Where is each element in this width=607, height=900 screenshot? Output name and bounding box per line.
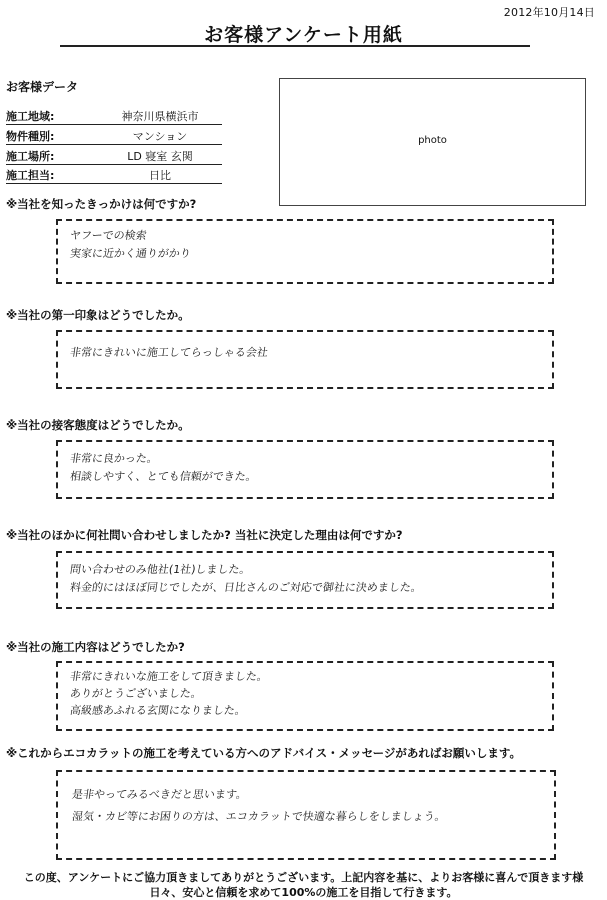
question-1: ※当社を知ったきっかけは何ですか? (6, 197, 197, 211)
answer-line: 料金的にはほぼ同じでしたが、日比さんのご対応で御社に決めました。 (69, 581, 423, 594)
customer-data-heading: お客様データ (6, 80, 79, 94)
answer-line: 非常にきれいな施工をして頂きました。 (69, 670, 269, 683)
field-label: 物件種別: (6, 130, 55, 143)
question-2: ※当社の第一印象はどうでしたか。 (6, 308, 190, 322)
field-label: 施工場所: (6, 150, 55, 163)
answer-line: 湿気・カビ等にお困りの方は、エコカラットで快適な暮らしをしましょう。 (71, 810, 447, 823)
answer-box-4 (56, 551, 554, 609)
answer-line: 高級感あふれる玄関になりました。 (69, 704, 247, 717)
page-title: お客様アンケート用紙 (204, 24, 403, 46)
field-value: マンション (132, 130, 188, 143)
answer-line: 問い合わせのみ他社(1社)しました。 (69, 563, 252, 576)
survey-date: 2012年10月14日 (503, 6, 595, 19)
field-property-type (6, 125, 222, 145)
photo-label: photo (418, 135, 447, 146)
answer-box-2 (56, 330, 554, 389)
field-label: 施工担当: (6, 169, 55, 182)
photo-box (279, 78, 586, 206)
answer-box-3 (56, 440, 554, 499)
title-underline (60, 45, 530, 47)
answer-line: 是非やってみるべきだと思います。 (71, 788, 248, 801)
field-label: 施工地域: (6, 110, 55, 123)
question-4: ※当社のほかに何社問い合わせしましたか? 当社に決定した理由は何ですか? (6, 528, 403, 542)
question-5: ※当社の施工内容はどうでしたか? (6, 640, 185, 654)
answer-line: ありがとうございました。 (69, 687, 203, 700)
answer-line: 相談しやすく、とても信頼ができた。 (69, 470, 258, 483)
question-6: ※これからエコカラットの施工を考えている方へのアドバイス・メッセージがあればお願いします。 (6, 746, 521, 760)
footer-line-1: この度、アンケートにご協力頂きましてありがとうございます。上記内容を基に、よりお客様に喜んで頂きます様 (23, 871, 584, 884)
answer-line: 非常にきれいに施工してらっしゃる会社 (69, 346, 269, 359)
answer-box-5 (56, 661, 554, 731)
answer-line: ヤフーでの検索 (69, 229, 148, 242)
field-value: 神奈川県横浜市 (121, 110, 199, 123)
answer-box-6 (56, 770, 556, 860)
question-3: ※当社の接客態度はどうでしたか。 (6, 418, 190, 432)
field-location (6, 145, 222, 165)
field-area (6, 105, 222, 125)
answer-line: 非常に良かった。 (69, 452, 159, 465)
field-value: LD 寝室 玄関 (127, 150, 193, 163)
field-staff (6, 164, 222, 184)
footer-line-2: 日々、安心と信頼を求めて100%の施工を目指して行きます。 (149, 886, 458, 899)
answer-box-1 (56, 219, 554, 284)
answer-line: 実家に近かく通りがかり (69, 247, 192, 260)
field-value: 日比 (149, 169, 171, 182)
